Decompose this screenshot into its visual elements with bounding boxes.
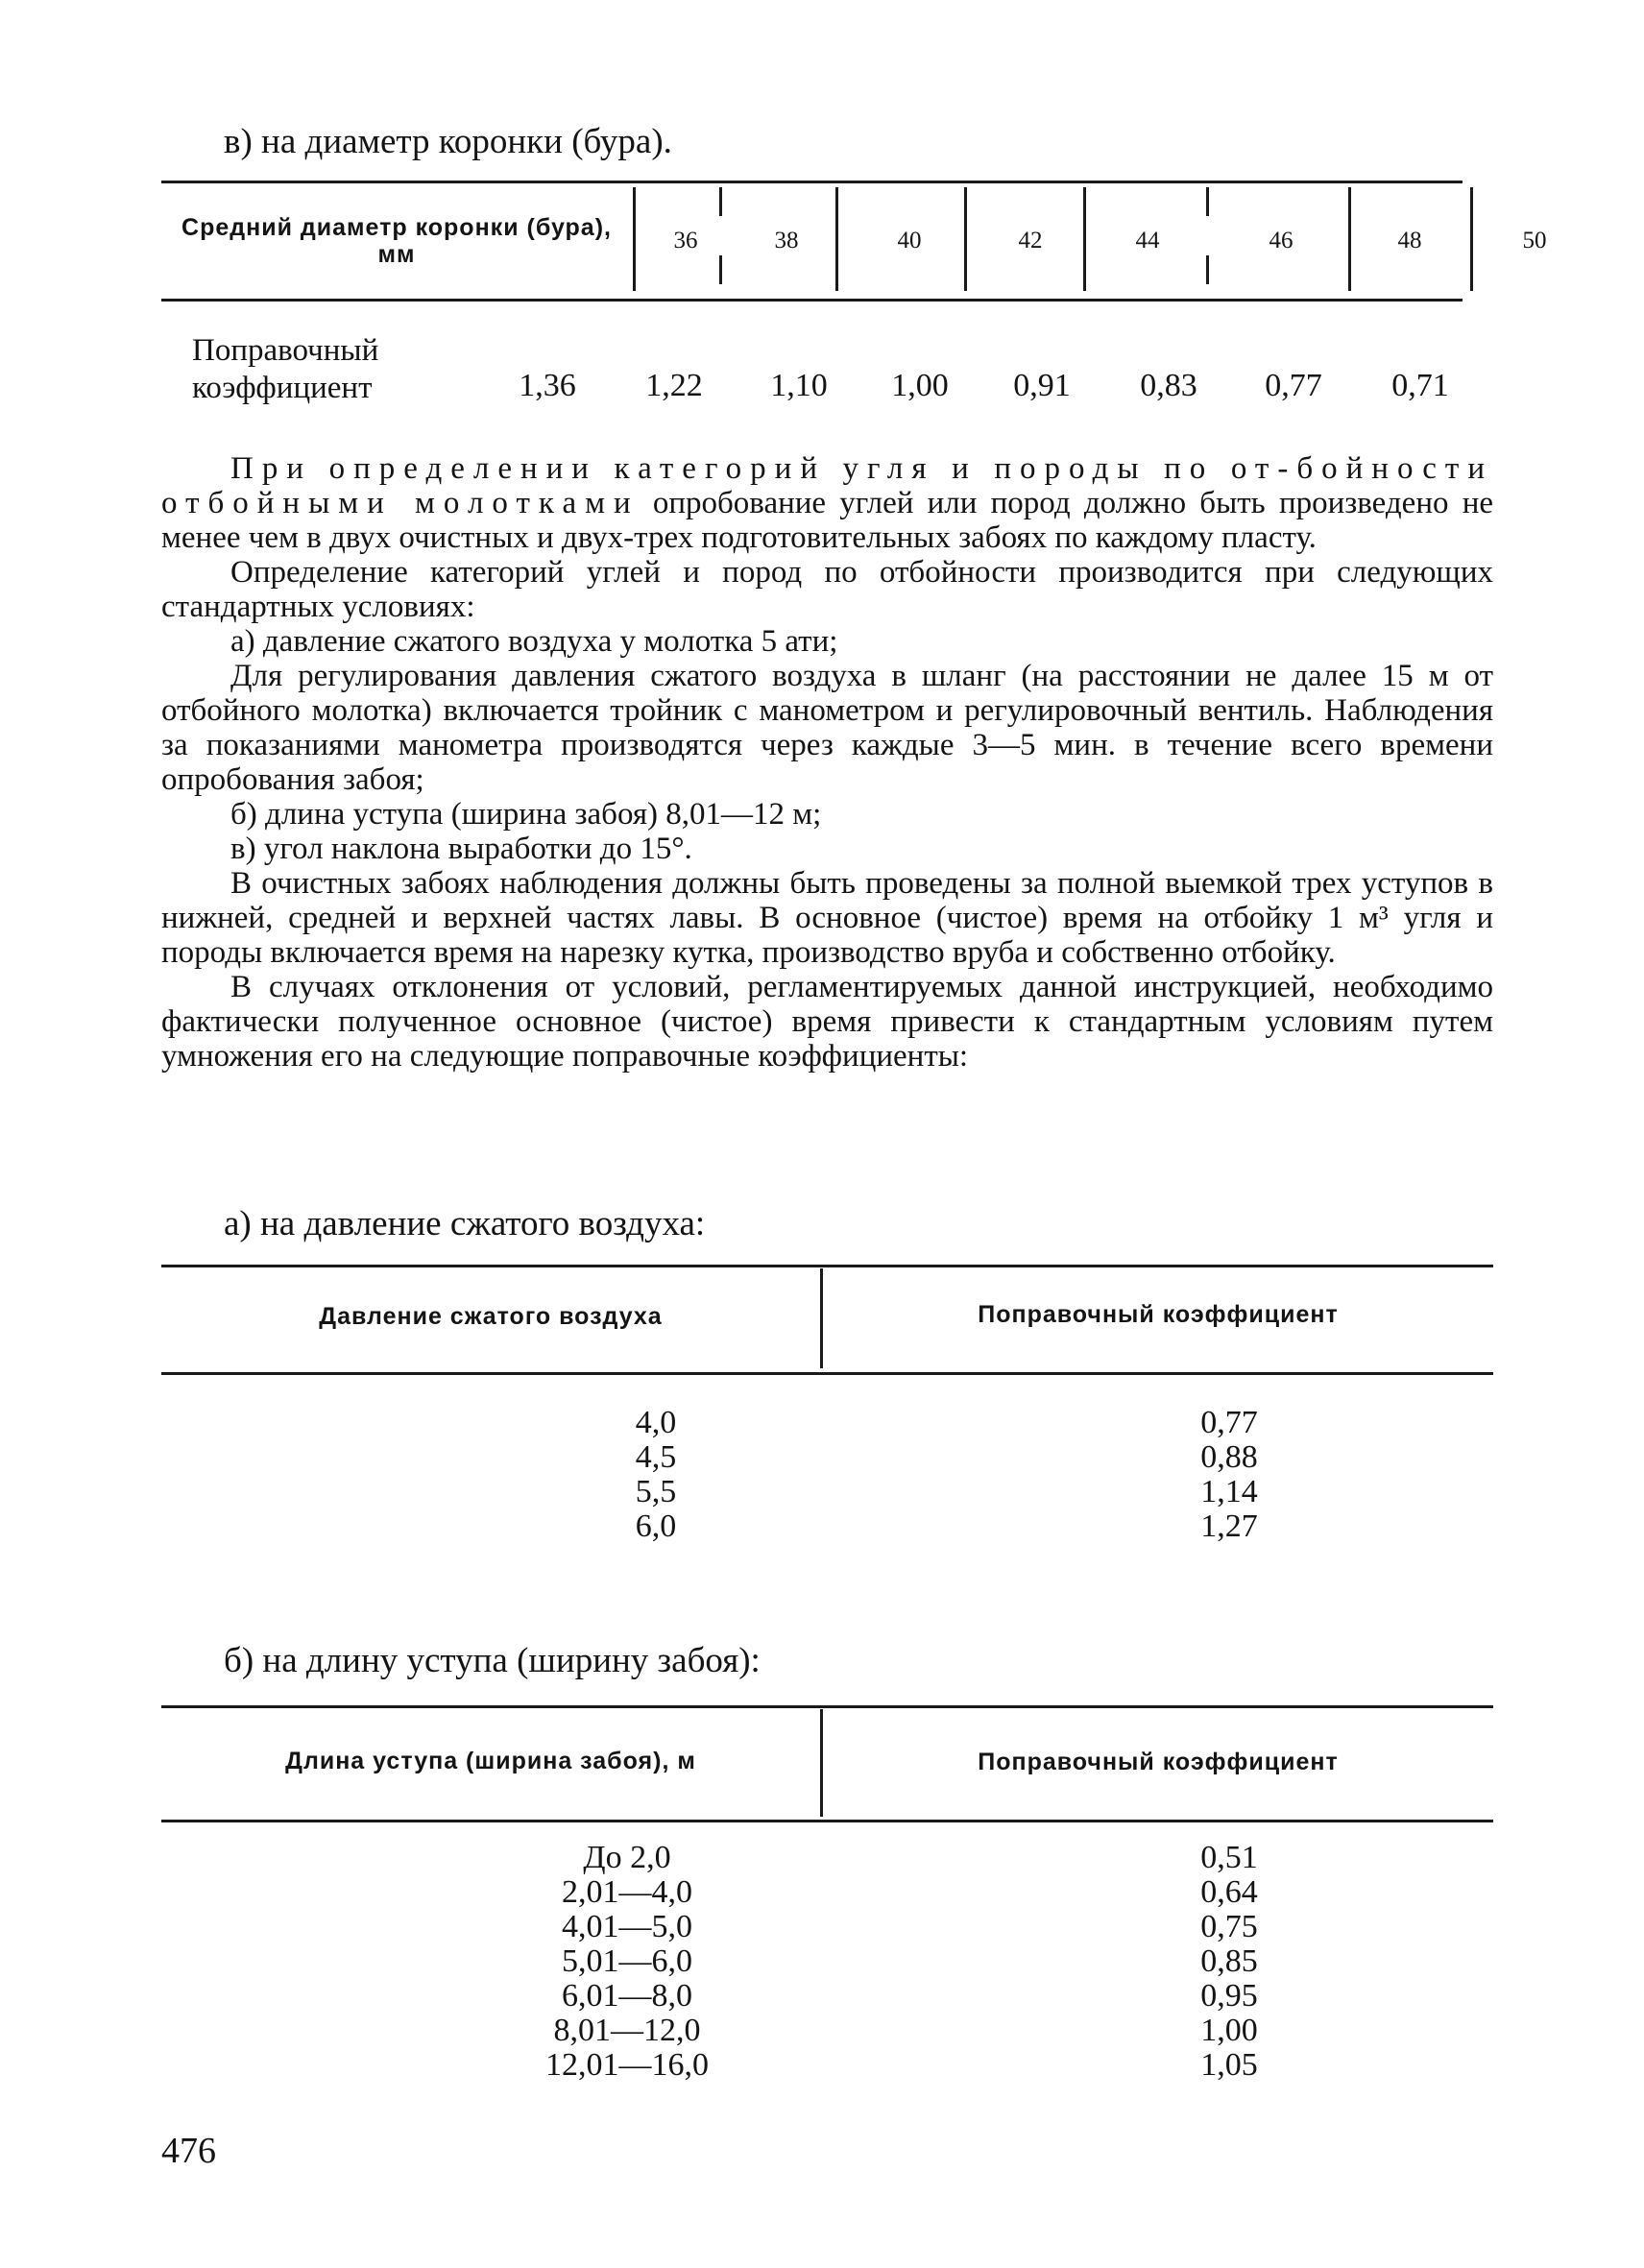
diameter-value: 50 (1522, 228, 1547, 253)
length-values: До 2,0 2,01—4,0 4,01—5,0 5,01—6,0 6,01—8,0 8,01—12,0 12,01—16,0 (545, 1840, 709, 2083)
body-text (161, 451, 1493, 1074)
paragraph: Для регулирования давления сжатого воздуха в шланг (на расстоянии не далее 15 м от отбойного молотка) включается тройник с манометром и регулировочный вентиль. Наблюдения за показаниями манометра производятся через каждые 3—5 мин. в течение всего времени опробования забоя; (161, 659, 1493, 797)
diameter-value: 46 (1269, 228, 1293, 253)
list-item: в) угол наклона выработки до 15°. (230, 832, 692, 866)
diameter-value: 38 (774, 228, 799, 253)
table-divider (1206, 187, 1209, 216)
length-coefficients: 0,51 0,64 0,75 0,85 0,95 1,00 1,05 (1200, 1840, 1258, 2083)
coefficient-value: 1,10 (770, 368, 828, 403)
coefficient-value: 1,00 (891, 368, 949, 403)
paragraph: В очистных забоях наблюдения должны быть проведены за полной выемкой трех уступов в нижней, средней и верхней частях лавы. В основное (чистое) время на отбойку 1 м³ угля и породы включается время на нарезку кутка, производство вруба и собственно отбойку. (161, 866, 1493, 970)
coefficient-row-label: Поправочный коэффициент (192, 333, 379, 405)
pressure-table (161, 1265, 1493, 1553)
table-divider (964, 187, 967, 291)
coefficient-value: 0,77 (1265, 368, 1322, 403)
coefficient-value: 1,36 (519, 368, 576, 403)
section-b-title: б) на длину уступа (ширину забоя): (224, 1641, 761, 1680)
list-item: а) давление сжатого воздуха у молотка 5 ати; (230, 624, 838, 659)
table-rule (161, 1705, 1493, 1708)
table-divider (1470, 187, 1473, 291)
diameter-value: 40 (897, 228, 922, 253)
paragraph: Определение категорий углей и пород по отбойности производится при следующих стандартных условиях: (161, 555, 1493, 624)
table-divider (719, 255, 722, 284)
coefficient-value: 1,22 (645, 368, 703, 403)
paragraph (161, 451, 1493, 555)
coefficient-value: 0,91 (1013, 368, 1071, 403)
spaced-phrase: При определении категорий угля и породы по от-бойности отбойными молотками (161, 451, 1493, 520)
section-v-title: в) на диаметр коронки (бура). (224, 122, 672, 161)
coefficient-column-header: Поправочный коэффициент (978, 1301, 1339, 1328)
pressure-coefficients: 0,77 0,88 1,14 1,27 (1200, 1405, 1258, 1544)
diameter-table-header (161, 181, 1547, 302)
diameter-value: 36 (673, 228, 698, 253)
table-divider (1206, 255, 1209, 284)
table-divider (719, 187, 722, 216)
table-divider (1083, 187, 1086, 291)
pressure-values: 4,0 4,5 5,5 6,0 (635, 1405, 677, 1544)
list-item: б) длина уступа (ширина забоя) 8,01—12 м; (230, 797, 822, 832)
length-table (161, 1705, 1493, 2089)
diameter-header-label: Средний диаметр коронки (бура), мм (181, 214, 612, 268)
paragraph: В случаях отклонения от условий, регламентируемых данной инструкцией, необходимо фактически полученное основное (чистое) время привести к стандартным условиям путем умножения его на следующие поправочные коэффициенты: (161, 970, 1493, 1074)
table-divider (633, 187, 636, 291)
pressure-column-header: Давление сжатого воздуха (319, 1303, 663, 1330)
paragraph-continuation: опробование углей или пород должно быть произведено не менее чем в двух очистных и двух-трех подготовительных забоях по каждому пласту. (161, 486, 1494, 555)
diameter-value: 42 (1018, 228, 1043, 253)
coefficient-value: 0,71 (1391, 368, 1449, 403)
table-divider (1348, 187, 1351, 291)
diameter-value: 44 (1135, 228, 1160, 253)
diameter-value: 48 (1397, 228, 1422, 253)
coefficient-column-header: Поправочный коэффициент (978, 1749, 1339, 1775)
page-number: 476 (161, 2131, 216, 2171)
table-rule (161, 1820, 1493, 1822)
coefficient-value: 0,83 (1140, 368, 1197, 403)
length-column-header: Длина уступа (ширина забоя), м (285, 1748, 696, 1774)
table-divider (835, 187, 838, 291)
table-rule (161, 1372, 1493, 1375)
section-a-title: а) на давление сжатого воздуха: (224, 1204, 706, 1243)
table-rule (161, 1265, 1493, 1267)
